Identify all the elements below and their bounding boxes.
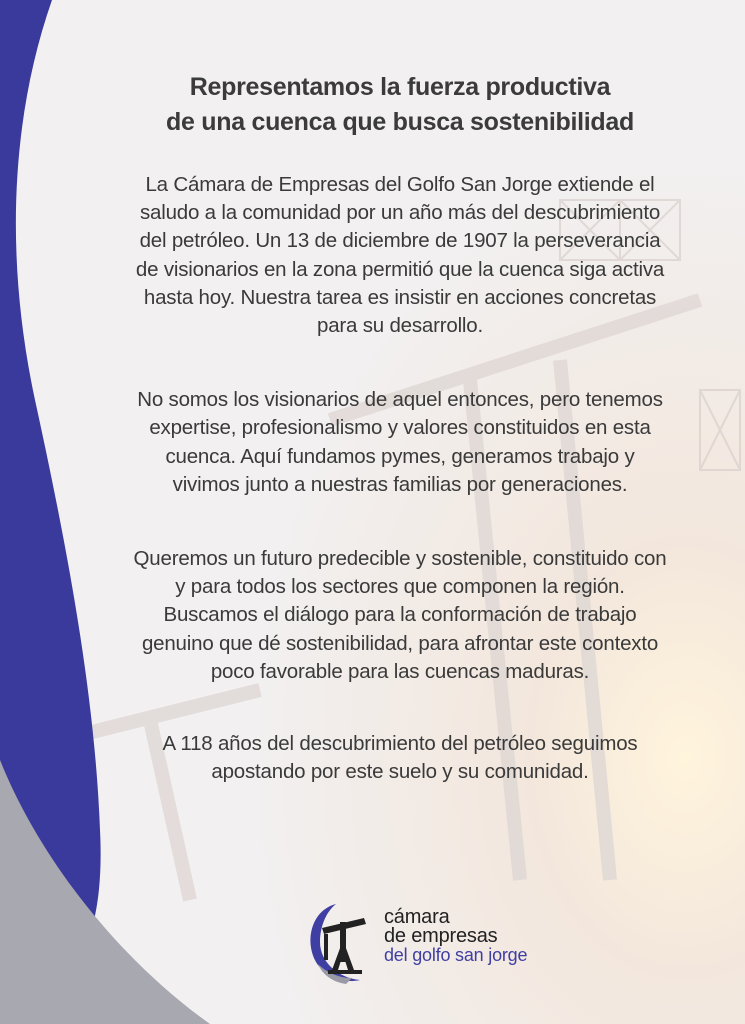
text-line: hasta hoy. Nuestra tarea es insistir en acciones concretas	[143, 285, 657, 309]
text-line: No somos los visionarios de aquel entonces, pero tenemos	[137, 388, 663, 412]
main-text	[95, 70, 705, 786]
text-line: para su desarrollo.	[317, 314, 483, 338]
pumpjack-logo-icon	[302, 900, 382, 985]
text-line: La Cámara de Empresas del Golfo San Jorge extiende el	[145, 173, 655, 196]
text-line: vivimos junto a nuestras familias por generaciones.	[172, 472, 628, 496]
page-title	[95, 70, 705, 140]
paragraph-2	[95, 386, 705, 499]
paragraph-4	[95, 730, 705, 786]
text-line: de visionarios en la zona permitió que la cuenca siga activa	[135, 257, 665, 281]
logo-line-2: de empresas	[384, 925, 498, 947]
paragraph-1	[95, 171, 705, 340]
text-line: y para todos los sectores que componen la región.	[175, 575, 625, 599]
text-line: cuenca. Aquí fundamos pymes, generamos trabajo y	[165, 444, 635, 468]
text-line: poco favorable para las cuencas maduras.	[210, 659, 590, 683]
paragraph-3	[95, 545, 705, 686]
text-line: Queremos un futuro predecible y sostenible, constituido con	[133, 547, 667, 571]
title-line-2: de una cuenca que busca sostenibilidad	[166, 108, 634, 136]
logo-line-1: cámara	[384, 906, 450, 928]
logo-line-3: del golfo san jorge	[384, 945, 528, 965]
text-line: A 118 años del descubrimiento del petróleo seguimos	[162, 732, 638, 756]
text-line: apostando por este suelo y su comunidad.	[211, 760, 589, 784]
title-line-1: Representamos la fuerza productiva	[189, 73, 611, 101]
logo-wordmark	[384, 908, 527, 965]
text-line: del petróleo. Un 13 de diciembre de 1907 la perseverancia	[139, 229, 661, 253]
text-line: genuino que dé sostenibilidad, para afrontar este contexto	[141, 631, 659, 655]
text-line: Buscamos el diálogo para la conformación de trabajo	[163, 603, 637, 627]
text-line: saludo a la comunidad por un año más del descubrimiento	[139, 201, 661, 225]
text-line: expertise, profesionalismo y valores constituidos en esta	[149, 416, 651, 440]
organization-logo	[302, 900, 562, 990]
